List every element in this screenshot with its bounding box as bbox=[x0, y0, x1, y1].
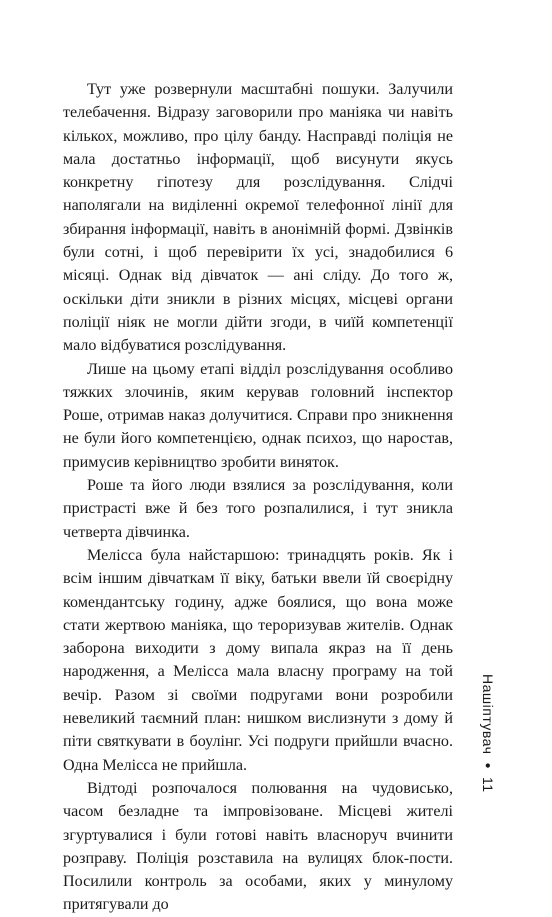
paragraph-3: Роше та його люди взялися за розслідування, коли пристрасті вже й без того розпалилися, і тут зникла четверта дівчинка. bbox=[63, 477, 453, 541]
paragraph-5: Відтоді розпочалося полювання на чудовисько, часом безладне та імпровізоване. Місцеві жителі згуртувалися і були готові навіть власноруч вчинити розправу. Поліція розставила на вулицях блок-пости. Посилили контроль за особами, яких у минулому притягували до bbox=[63, 779, 453, 914]
book-title: Нашіптувач bbox=[480, 674, 496, 755]
paragraph-2: Лише на цьому етапі відділ розслідування особливо тяжких злочинів, яким керував головний інспектор Роше, отримав наказ долучитися. Справи про зникнення не були його компетенцією, однак психоз, що наростав, примусив керівництво зробити виняток. bbox=[63, 360, 453, 471]
paragraph-4: Мелісса була найстаршою: тринадцять років. Як і всім іншим дівчаткам її віку, батьки ввели їй своєрідну комендантську годину, адже боялися, що вона може стати жертвою маніяка, що тероризував жителів. Однак заборона виходити з дому випала якраз на її день народження, а Мелісса мала власну програму на той вечір. Разом зі своїми подругами вони розробили невеликий таємний план: нишком вислизнути з дому й піти святкувати в боулінг. Усі подруги прийшли вчасно. Одна Мелісса не прийшла. bbox=[63, 546, 453, 774]
page-number: 11 bbox=[480, 777, 496, 793]
paragraph-1: Тут уже розвернули масштабні пошуки. Залучили телебачення. Відразу заговорили про маніяка чи навіть кількох, можливо, про цілу банду. Насправді поліція не мала достатньо інформації, щоб висунути якусь конкретну гіпотезу для розслідування. Слідчі наполягали на виділенні окремої телефонної лінії для збирання інформації, навіть в анонімній формі. Дзвінків були сотні, і щоб перевірити їх усі, знадобилися 6 місяці. Однак від дівчаток — ані сліду. До того ж, оскільки діти зникли в різних місцях, місцеві органи поліції ніяк не могли дійти згоди, в чиїй компетенції мало відбуватися розслідування. bbox=[63, 81, 453, 355]
body-text bbox=[63, 78, 453, 917]
separator-bullet-icon: ● bbox=[482, 762, 494, 769]
running-header bbox=[478, 674, 498, 804]
